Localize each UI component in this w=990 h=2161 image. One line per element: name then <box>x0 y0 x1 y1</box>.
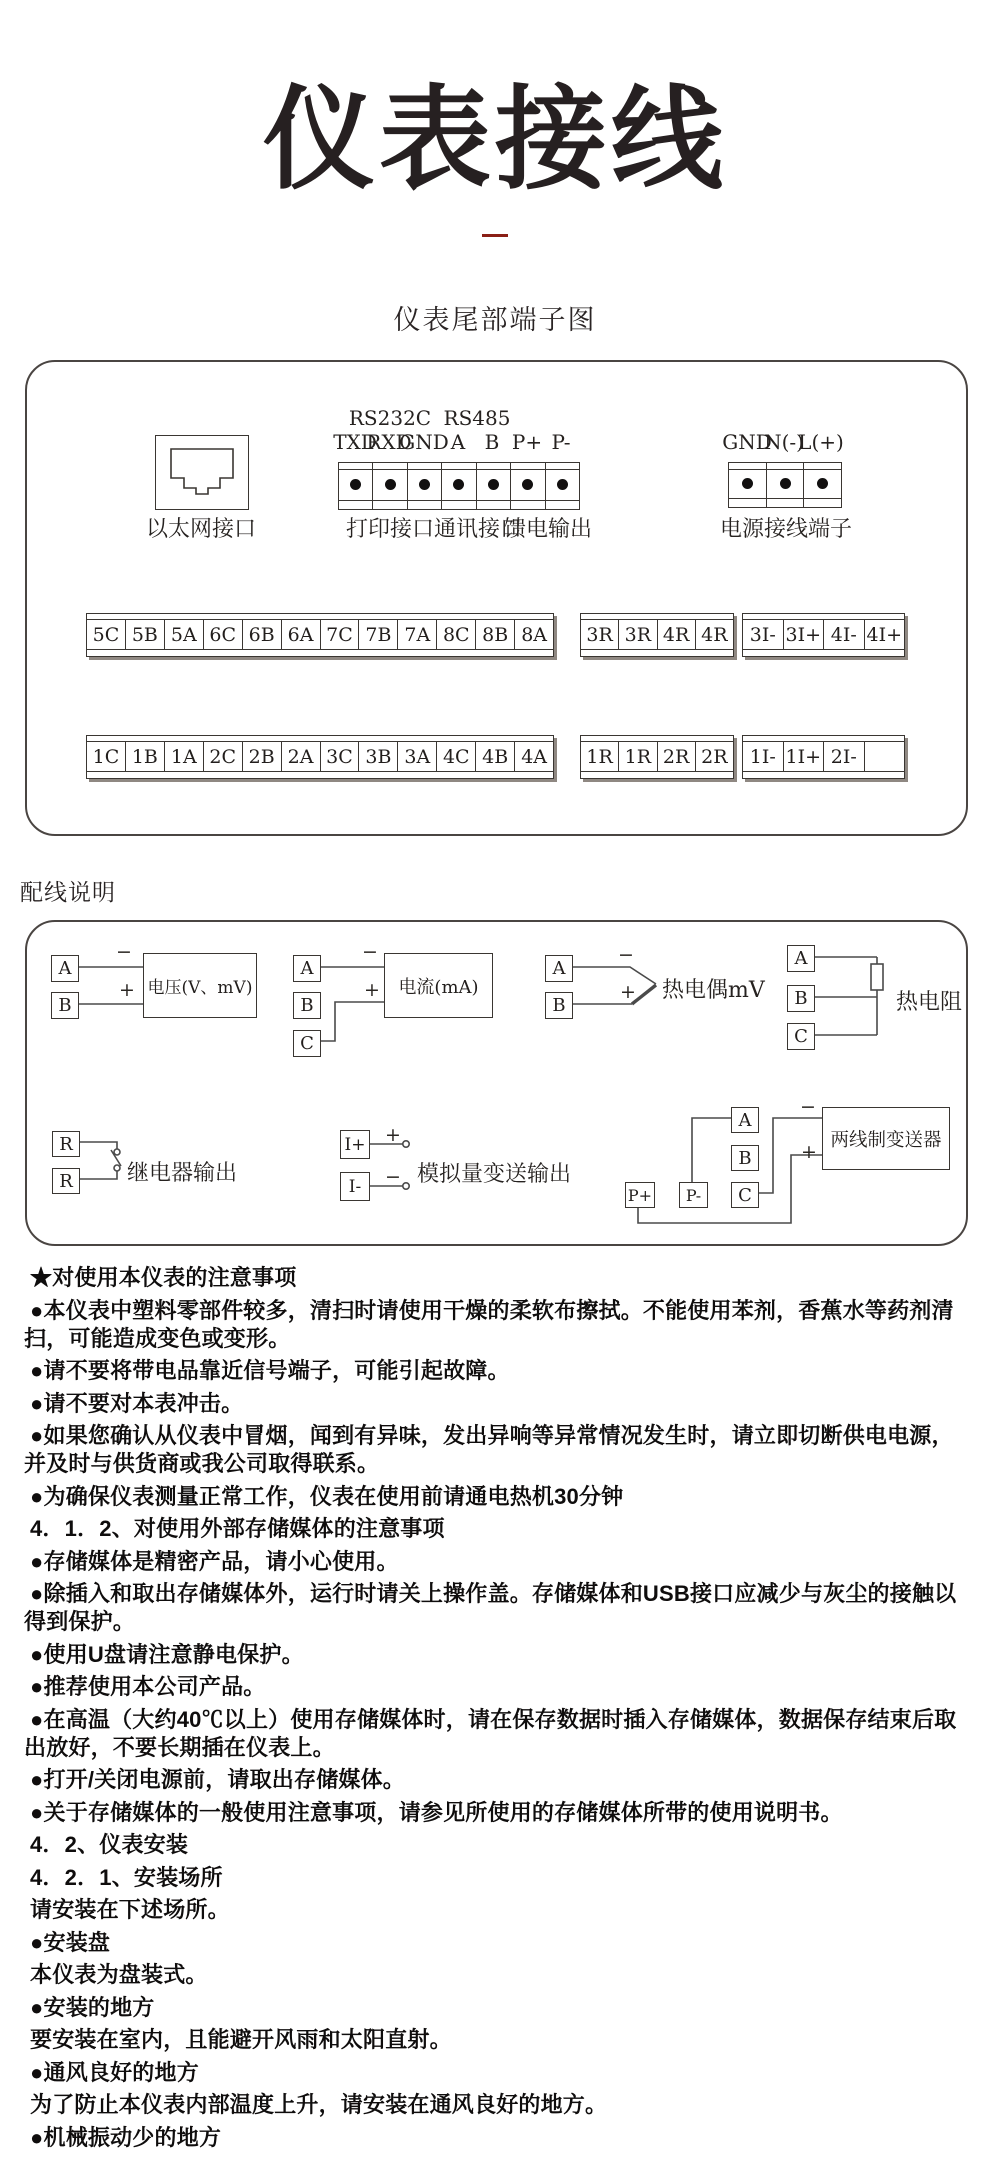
terminal-cell: 6C <box>204 620 243 649</box>
rtd-label: 热电阻 <box>896 990 963 1015</box>
terminal-cell: 5C <box>87 620 126 649</box>
thermocouple-terminal-b: B <box>545 992 573 1019</box>
note-line: 请安装在下述场所。 <box>30 1897 230 1922</box>
terminal-cell: 8C <box>437 620 476 649</box>
ethernet-port-icon <box>155 435 249 510</box>
pin-label-gnd: GND <box>399 430 449 454</box>
title-divider <box>482 234 508 237</box>
terminal-cell: 4A <box>521 745 547 768</box>
voltage-plus-sign: + <box>119 979 135 1001</box>
wiring-section-heading: 配线说明 <box>20 879 116 905</box>
note-line: ●通风良好的地方 <box>30 2059 199 2085</box>
terminal-cell <box>865 742 905 771</box>
power-terminal-block <box>728 462 842 508</box>
terminal-strip-row2-current <box>742 735 905 779</box>
screw-dot <box>350 479 361 490</box>
note-line: 为了防止本仪表内部温度上升，请安装在通风良好的地方。 <box>30 2092 608 2117</box>
transmitter-terminal-b: B <box>731 1145 759 1171</box>
strip-rail <box>581 771 733 778</box>
note-line: ●在高温（大约40℃以上）使用存储媒体时，请在保存数据时插入存储媒体，数据保存结束后取出放好，不要长期插在仪表上。 <box>24 1706 957 1760</box>
transmitter-terminal-pminus: P- <box>679 1182 708 1208</box>
terminal-cell: 6A <box>282 620 321 649</box>
terminal-cell: 3I- <box>743 620 784 649</box>
terminal-cell: 2R <box>701 745 728 768</box>
terminal-strip-row1-relays <box>580 613 734 657</box>
terminal-strip-row1-current <box>742 613 905 657</box>
terminal-cell: 8B <box>476 620 515 649</box>
notes-section <box>24 1264 962 2156</box>
note-line: ●安装的地方 <box>30 1994 155 2020</box>
terminal-diagram-subtitle: 仪表尾部端子图 <box>393 305 597 335</box>
transmitter-minus-sign: − <box>800 1096 816 1118</box>
terminal-cell: 2I- <box>824 742 865 771</box>
terminal-cell: 2A <box>282 742 321 771</box>
pin-label-a: A <box>450 430 466 454</box>
note-line: ●打开/关闭电源前，请取出存储媒体。 <box>30 1767 406 1792</box>
transmitter-terminal-c: C <box>731 1182 759 1208</box>
pin-label-b: B <box>484 430 500 454</box>
terminal-cell: 8A <box>521 623 547 646</box>
note-line: ●如果您确认从仪表中冒烟，闻到有异味，发出异响等异常情况发生时，请立即切断供电电源，并及时与供货商或我公司取得联系。 <box>24 1423 954 1476</box>
terminal-cell: 1I- <box>743 742 784 771</box>
terminal-cell: 7A <box>398 620 437 649</box>
thermocouple-plus-sign: + <box>620 981 636 1003</box>
relay-terminal-r2: R <box>52 1168 80 1194</box>
terminal-cell: 5B <box>126 620 165 649</box>
screw-dot <box>419 479 430 490</box>
terminal-cell: 4R <box>658 620 696 649</box>
rs485-label: RS485 <box>443 406 511 430</box>
comm-port-label: 通讯接口 <box>433 517 523 542</box>
rs232c-label: RS232C <box>348 406 432 430</box>
screw-dot <box>522 479 533 490</box>
relay-terminal-r1: R <box>52 1131 80 1157</box>
rj45-icon <box>170 448 234 496</box>
voltage-minus-sign: − <box>116 941 132 963</box>
note-line: ●机械振动少的地方 <box>30 2124 222 2150</box>
terminal-cell: 1R <box>619 742 657 771</box>
two-wire-transmitter-box: 两线制变送器 <box>822 1107 950 1170</box>
voltage-input-box: 电压(V、mV) <box>143 953 257 1018</box>
terminal-cell: 3R <box>619 620 657 649</box>
voltage-terminal-a: A <box>51 955 79 982</box>
note-line: ●存储媒体是精密产品，请小心使用。 <box>30 1548 399 1574</box>
note-line: 4．2、仪表安装 <box>30 1832 189 1857</box>
terminal-strip-row2-relays <box>580 735 734 779</box>
note-line: ●推荐使用本公司产品。 <box>30 1674 266 1699</box>
transmitter-terminal-pplus: P+ <box>625 1182 655 1208</box>
page-title: 仪表接线 <box>263 77 727 202</box>
feed-output-label: 馈电输出 <box>503 517 593 542</box>
current-input-box: 电流(mA) <box>384 953 493 1018</box>
note-line: ●使用U盘请注意静电保护。 <box>30 1641 304 1667</box>
screw-dot <box>817 478 828 489</box>
screw-dot <box>385 479 396 490</box>
note-line: ●本仪表中塑料零部件较多，清扫时请使用干燥的柔软布擦拭。不能使用苯剂，香蕉水等药剂清扫，可能造成变色或变形。 <box>24 1297 954 1351</box>
screw-terminal <box>767 463 805 507</box>
terminal-cell: 6B <box>243 620 282 649</box>
terminal-cell: 7B <box>359 620 398 649</box>
rtd-terminal-b: B <box>787 985 815 1012</box>
screw-terminal <box>477 463 511 509</box>
current-terminal-a: A <box>293 955 321 982</box>
strip-rail <box>87 771 553 778</box>
analog-output-label: 模拟量变送输出 <box>417 1162 572 1187</box>
screw-dot <box>453 479 464 490</box>
power-terminal-label: 电源接线端子 <box>719 517 853 542</box>
ethernet-port-label: 以太网接口 <box>145 517 257 542</box>
transmitter-plus-sign: + <box>801 1141 817 1163</box>
pin-label-pminus: P- <box>551 430 571 454</box>
screw-terminal <box>339 463 373 509</box>
terminal-cell: 4I- <box>824 620 865 649</box>
power-pin-l: L(+) <box>798 430 844 454</box>
pin-label-txd: TXD <box>333 430 377 454</box>
terminal-cell: 2C <box>204 742 243 771</box>
note-line: 要安装在室内，且能避开风雨和太阳直射。 <box>30 2027 452 2052</box>
analog-output-terminal-iplus: I+ <box>340 1130 370 1159</box>
note-line: 4．2．1、安装场所 <box>30 1864 223 1890</box>
power-pin-gnd: GND <box>722 430 772 454</box>
screw-terminal <box>373 463 407 509</box>
terminal-cell: 3C <box>321 742 360 771</box>
terminal-cell: 4C <box>437 742 476 771</box>
note-line: ●安装盘 <box>30 1929 111 1955</box>
note-line: ●除插入和取出存储媒体外，运行时请关上操作盖。存储媒体和USB接口应减少与灰尘的接触以得到保护。 <box>24 1581 957 1634</box>
note-line: ●请不要将带电品靠近信号端子，可能引起故障。 <box>30 1358 510 1383</box>
terminal-cell: 7C <box>321 620 360 649</box>
terminal-cell: 1C <box>87 742 126 771</box>
terminal-cell: 4B <box>476 742 515 771</box>
terminal-cell: 1R <box>581 742 619 771</box>
analog-output-plus-sign: + <box>385 1124 401 1146</box>
strip-rail <box>743 649 904 656</box>
thermocouple-label: 热电偶mV <box>662 978 765 1003</box>
rtd-terminal-a: A <box>787 945 815 972</box>
screw-terminal <box>546 463 579 509</box>
rtd-terminal-c: C <box>787 1023 815 1050</box>
terminal-strip-row2-channels <box>86 735 554 779</box>
screw-terminal <box>511 463 545 509</box>
current-terminal-b: B <box>293 992 321 1019</box>
screw-dot <box>488 479 499 490</box>
terminal-cell: 1B <box>126 742 165 771</box>
terminal-cell: 3B <box>359 742 398 771</box>
note-line: ●请不要对本表冲击。 <box>30 1390 244 1416</box>
pin-label-pplus: P+ <box>511 430 543 454</box>
current-minus-sign: − <box>362 941 378 963</box>
terminal-cell: 5A <box>165 620 204 649</box>
voltage-terminal-b: B <box>51 992 79 1019</box>
terminal-cell: 4I+ <box>866 623 902 646</box>
analog-output-minus-sign: − <box>385 1166 401 1188</box>
strip-rail <box>87 649 553 656</box>
thermocouple-minus-sign: − <box>618 944 634 966</box>
screw-terminal <box>804 463 841 507</box>
note-line: 4．1．2、对使用外部存储媒体的注意事项 <box>30 1516 445 1541</box>
strip-rail <box>743 771 904 778</box>
terminal-cell: 1I+ <box>784 742 825 771</box>
terminal-cell: 2R <box>658 742 696 771</box>
thermocouple-terminal-a: A <box>545 955 573 982</box>
screw-dot <box>742 478 753 489</box>
strip-rail <box>581 649 733 656</box>
terminal-cell: 1A <box>165 742 204 771</box>
screw-dot <box>557 479 568 490</box>
analog-output-terminal-iminus: I- <box>340 1172 370 1201</box>
note-line: ★对使用本仪表的注意事项 <box>30 1265 297 1290</box>
print-port-label: 打印接口 <box>345 517 435 542</box>
terminal-strip-row1-channels <box>86 613 554 657</box>
screw-terminal <box>408 463 442 509</box>
screw-terminal <box>442 463 476 509</box>
note-line: 本仪表为盘装式。 <box>30 1962 208 1987</box>
terminal-cell: 2B <box>243 742 282 771</box>
pin-label-rxd: RXD <box>366 430 412 454</box>
note-line: ●关于存储媒体的一般使用注意事项，请参见所使用的存储媒体所带的使用说明书。 <box>30 1799 843 1825</box>
terminal-cell: 3A <box>398 742 437 771</box>
terminal-cell: 3I+ <box>784 620 825 649</box>
relay-output-label: 继电器输出 <box>127 1161 238 1186</box>
terminal-cell: 4R <box>701 623 728 646</box>
comm-terminal-block <box>338 462 580 510</box>
screw-dot <box>780 478 791 489</box>
screw-terminal <box>729 463 767 507</box>
note-line: ●为确保仪表测量正常工作，仪表在使用前请通电热机30分钟 <box>30 1483 624 1509</box>
terminal-cell: 3R <box>581 620 619 649</box>
current-terminal-c: C <box>293 1030 321 1057</box>
power-pin-n: N(-) <box>764 430 804 454</box>
transmitter-terminal-a: A <box>731 1107 759 1133</box>
current-plus-sign: + <box>364 979 380 1001</box>
